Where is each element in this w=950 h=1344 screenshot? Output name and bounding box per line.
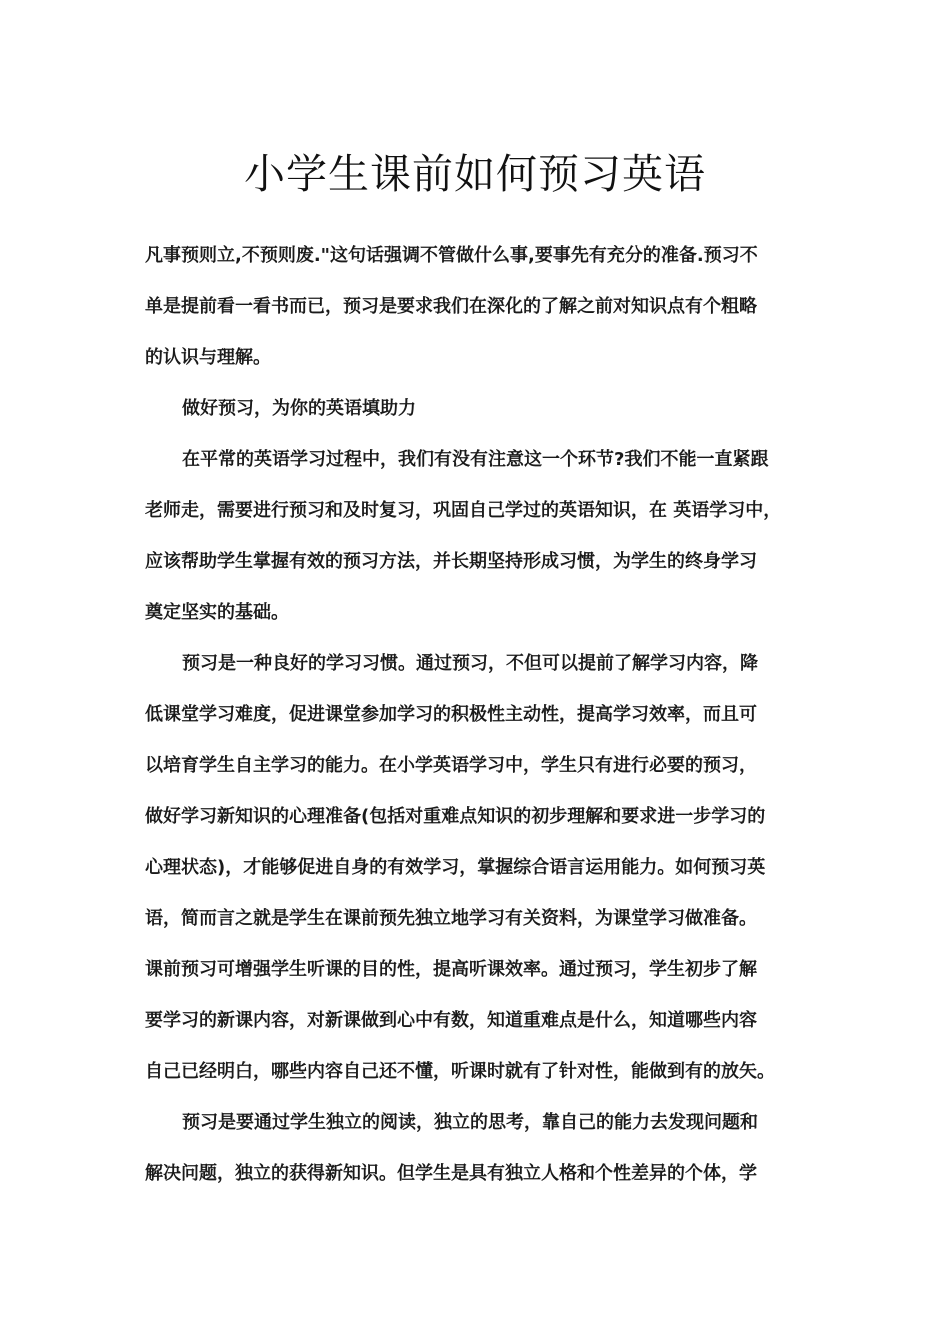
text-line-content: 解决问题，独立的获得新知识。但学生是具有独立人格和个性差异的个体，学 (145, 1163, 757, 1184)
document-title: 小学生课前如何预习英语 (244, 150, 706, 198)
text-line-content: 应该帮助学生掌握有效的预习方法，并长期坚持形成习惯，为学生的终身学习 (145, 551, 757, 572)
text-line-content: 单是提前看一看书而已，预习是要求我们在深化的了解之前对知识点有个粗略 (145, 296, 757, 317)
text-line-content: 课前预习可增强学生听课的目的性，提高听课效率。通过预习，学生初步了解 (145, 959, 757, 980)
text-line-content: 凡事预则立,不预则废."这句话强调不管做什么事,要事先有充分的准备.预习不 (145, 245, 758, 266)
text-line-content: 以培育学生自主学习的能力。在小学英语学习中，学生只有进行必要的预习， (145, 755, 757, 776)
text-line-content: 做好预习，为你的英语填助力 (182, 398, 416, 419)
text-line (145, 593, 811, 644)
text-line (145, 746, 811, 797)
text-line-content: 做好学习新知识的心理准备(包括对重难点知识的初步理解和要求进一步学习的 (145, 806, 766, 827)
text-line-content: 心理状态)，才能够促进自身的有效学习，掌握综合语言运用能力。如何预习英 (145, 857, 766, 878)
text-line-content: 老师走，需要进行预习和及时复习，巩固自己学过的英语知识，在 英语学习中， (145, 500, 782, 521)
text-line (145, 542, 811, 593)
text-line (145, 491, 811, 542)
text-line (145, 797, 811, 848)
text-line (145, 236, 811, 287)
text-line (145, 1001, 811, 1052)
text-line (145, 389, 811, 440)
text-line (145, 338, 811, 389)
text-line-content: 在平常的英语学习过程中，我们有没有注意这一个环节?我们不能一直紧跟 (182, 449, 769, 470)
text-line-content: 奠定坚实的基础。 (145, 602, 289, 623)
text-line (145, 899, 811, 950)
text-line-content: 预习是要通过学生独立的阅读，独立的思考，靠自己的能力去发现问题和 (182, 1112, 758, 1133)
text-line-content: 自己已经明白，哪些内容自己还不懂，听课时就有了针对性，能做到有的放矢。 (145, 1061, 775, 1082)
text-line (145, 950, 811, 1001)
document-body (145, 236, 811, 1205)
text-line-content: 语，简而言之就是学生在课前预先独立地学习有关资料，为课堂学习做准备。 (145, 908, 757, 929)
text-line (145, 644, 811, 695)
text-line (145, 1052, 811, 1103)
text-line (145, 695, 811, 746)
text-line (145, 848, 811, 899)
text-line-content: 预习是一种良好的学习习惯。通过预习，不但可以提前了解学习内容，降 (182, 653, 758, 674)
text-line (145, 1154, 811, 1205)
text-line-content: 要学习的新课内容，对新课做到心中有数，知道重难点是什么，知道哪些内容 (145, 1010, 757, 1031)
text-line (145, 287, 811, 338)
text-line-content: 低课堂学习难度，促进课堂参加学习的积极性主动性，提高学习效率，而且可 (145, 704, 757, 725)
text-line (145, 1103, 811, 1154)
text-line-content: 的认识与理解。 (145, 347, 271, 368)
text-line (145, 440, 811, 491)
